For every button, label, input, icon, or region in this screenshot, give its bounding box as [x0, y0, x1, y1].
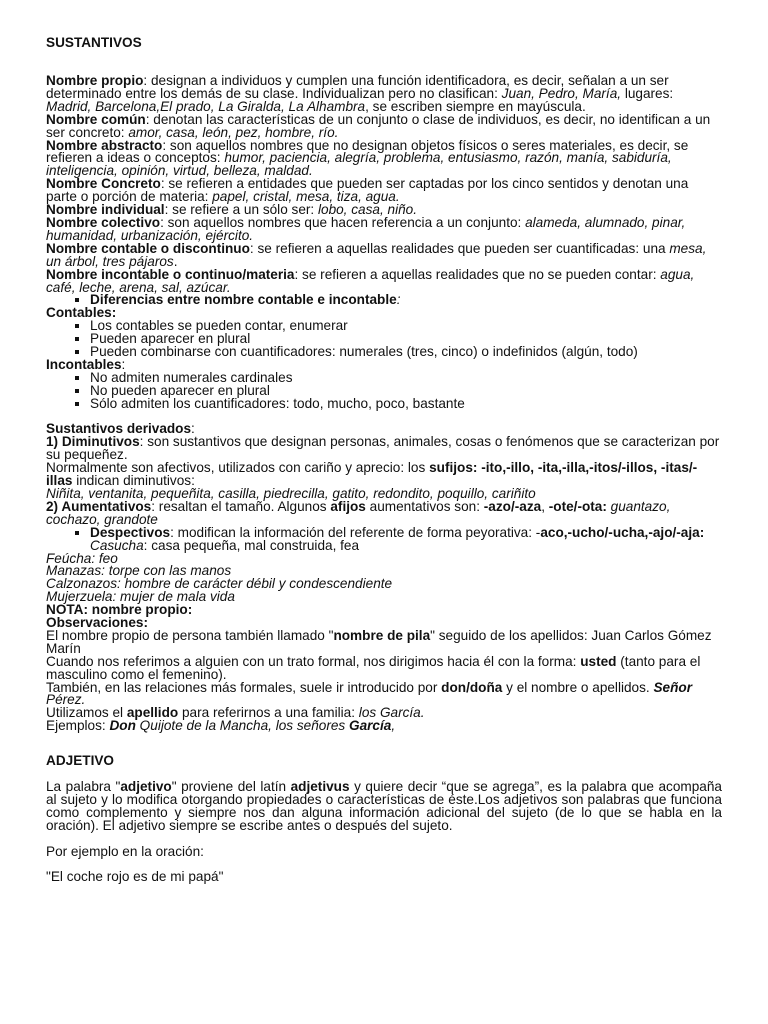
nota-line: Ejemplos: Don Quijote de la Mancha, los señores García,	[46, 718, 396, 734]
list-item: ▪ No admiten numerales cardinales	[90, 372, 722, 385]
contables-list	[46, 320, 722, 359]
despectivo-example-line: Calzonazos: hombre de carácter débil y condescendiente	[46, 576, 393, 592]
entry-nombre-abstracto: Nombre abstracto: son aquellos nombres que no designan objetos físicos o seres materiales, es decir, se refieren a ideas o conceptos: humor, paciencia, alegría, problema, entusiasmo, razón, manía, sabiduría, inteligencia, opinión, virtud, belleza, maldad.	[46, 137, 689, 179]
entry-nombre-propio: Nombre propio: designan a individuos y cumplen una función identificadora, es decir, señalan a un ser determinado entre los demás de su clase. Individualizan pero no clasifican: Juan, Pedro, María, lugares: Madrid, Barcelona,El prado, La Giralda, La Alhambra, se escriben siempre en mayúscula.	[46, 73, 674, 114]
sustantivos-body	[46, 75, 722, 733]
diminutivos-definition: 1) Diminutivos: son sustantivos que designan personas, animales, cosas o fenómenos que se caracterizan por su pequeñez.	[46, 434, 720, 463]
aumentativos-definition: 2) Aumentativos: resaltan el tamaño. Algunos afijos aumentativos son: -azo/-aza, -ote/-ota: guantazo, cochazo, grandote	[46, 498, 671, 527]
adjetivo-example-intro: Por ejemplo en la oración:	[46, 843, 204, 859]
despectivo-example-line: Manazas: torpe con las manos	[46, 563, 232, 579]
list-item: ▪ Sólo admiten los cuantificadores: todo, mucho, poco, bastante	[90, 398, 722, 411]
entry-nombre-incontable: Nombre incontable o continuo/materia: se refieren a aquellas realidades que no se pueden contar: agua, café, leche, arena, sal, azúcar.	[46, 266, 695, 295]
list-item: ▪ Pueden combinarse con cuantificadores: numerales (tres, cinco) o indefinidos (algún, todo)	[90, 346, 722, 359]
derivados-heading: Sustantivos derivados:	[46, 421, 195, 437]
entry-nombre-comun: Nombre común: denotan las características de un conjunto o clase de individuos, es decir, no identifican a un ser concreto: amor, casa, león, pez, hombre, río.	[46, 111, 711, 140]
adjetivo-paragraph: La palabra "adjetivo" proviene del latín adjetivus y quiere decir “que se agrega”, es la palabra que acompaña al sujeto y lo modifica otorgando propiedades o características de éste.Los adjetivos son palabras que funciona como complemento y siempre nos dan alguna información adicional del sujeto (de lo que se habla en la oración). El adjetivo siempre se escribe antes o después del sujeto.	[46, 779, 722, 833]
diminutivos-examples: Niñita, ventanita, pequeñita, casilla, piedrecilla, gatito, redondito, poquillo, cariñito	[46, 485, 536, 501]
diminutivos-sufijos: Normalmente son afectivos, utilizados con cariño y aprecio: los sufijos: -ito,-illo, -ita,-illa,-itos/-illos, -itas/-illas indican diminutivos:	[46, 460, 698, 489]
list-item: ▪ Pueden aparecer en plural	[90, 333, 722, 346]
entry-nombre-contable: Nombre contable o discontinuo: se refieren a aquellas realidades que pueden ser cuantificadas: una mesa, un árbol, tres pájaros.	[46, 240, 707, 269]
incontables-list	[46, 369, 722, 411]
list-item: ▪ No pueden aparecer en plural	[90, 385, 722, 398]
entry-nombre-individual: Nombre individual: se refiere a un sólo ser: lobo, casa, niño.	[46, 202, 417, 218]
section-title-sustantivos: SUSTANTIVOS	[46, 35, 142, 50]
nota-title: NOTA: nombre propio:	[46, 602, 193, 618]
observaciones-heading: Observaciones:	[46, 615, 148, 631]
nota-line: El nombre propio de persona también llamado "nombre de pila" seguido de los apellidos: Juan Carlos Gómez Marín	[46, 627, 712, 656]
list-item: ▪ Los contables se pueden contar, enumerar	[90, 320, 722, 333]
despectivos-example: Casucha: casa pequeña, mal construida, fea	[90, 537, 360, 553]
adjetivo-example-sentence: "El coche rojo es de mi papá"	[46, 869, 224, 885]
section-title-adjetivo: ADJETIVO	[46, 753, 114, 768]
despectivos-item: ▪ Despectivos: modifican la información del referente de forma peyorativa: -aco,-ucho/-ucha,-ajo/-aja:	[90, 527, 722, 540]
despectivo-example-line: Mujerzuela: mujer de mala vida	[46, 589, 235, 605]
incontables-heading: Incontables:	[46, 356, 126, 372]
despectivo-example-line: Feúcha: feo	[46, 550, 118, 566]
contables-heading: Contables:	[46, 305, 117, 321]
entry-nombre-colectivo: Nombre colectivo: son aquellos nombres que hacen referencia a un conjunto: alameda, alumnado, pinar, humanidad, urbanización, ejército.	[46, 214, 686, 243]
entry-nombre-concreto: Nombre Concreto: se refieren a entidades que pueden ser captadas por los cinco sentidos y denotan una parte o porción de materia: papel, cristal, mesa, tiza, agua.	[46, 176, 689, 205]
adjetivo-body	[46, 781, 722, 884]
diferencias-item: ▪ Diferencias entre nombre contable e incontable:	[90, 294, 722, 307]
nota-line: Cuando nos referimos a alguien con un trato formal, nos dirigimos hacia él con la forma: usted (tanto para el masculino como el femenino).	[46, 653, 701, 682]
nota-line: Utilizamos el apellido para referirnos a una familia: los García.	[46, 705, 425, 721]
diferencias-list	[46, 294, 722, 307]
nota-line: También, en las relaciones más formales, suele ir introducido por don/doña y el nombre o apellidos. Señor Pérez.	[46, 679, 692, 708]
